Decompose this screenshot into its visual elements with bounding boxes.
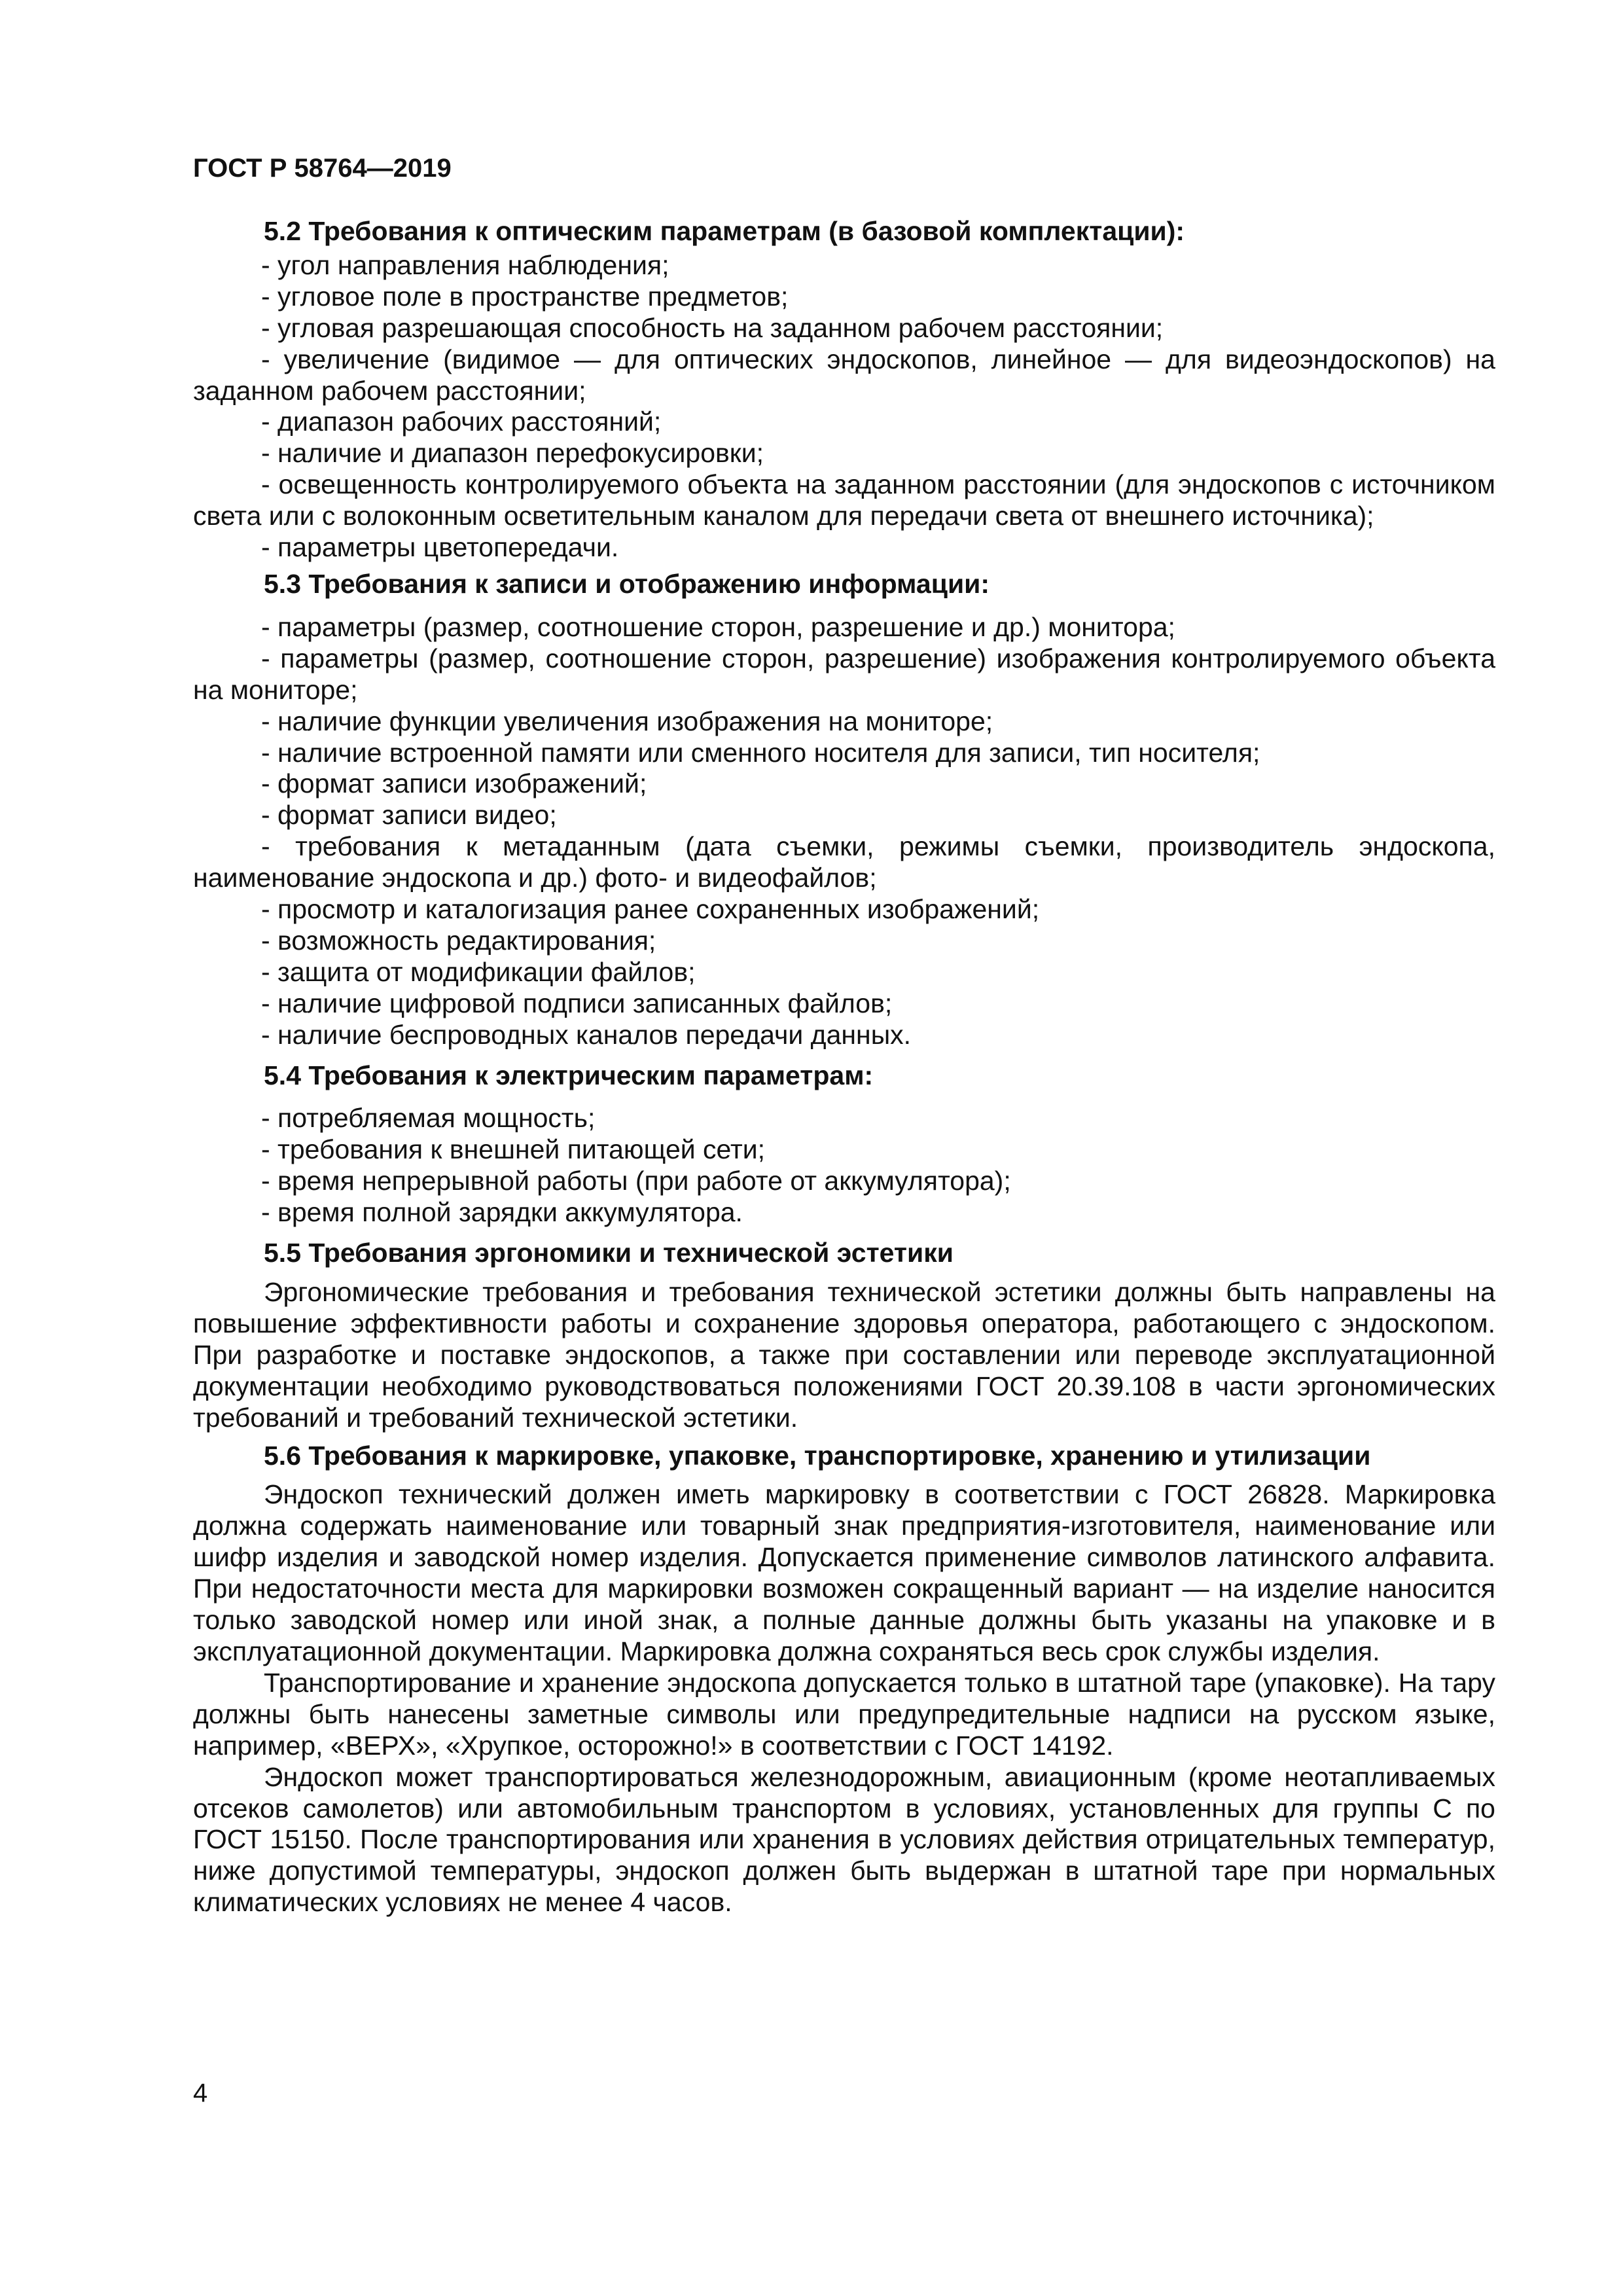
document-code-header: ГОСТ Р 58764—2019 xyxy=(193,154,452,183)
section-heading-5-5: 5.5 Требования эргономики и технической эстетики xyxy=(264,1238,954,1268)
page-content xyxy=(193,216,1495,1918)
list-item: - наличие цифровой подписи записанных файлов; xyxy=(261,988,893,1018)
section-5-4 xyxy=(193,1060,1495,1229)
list-item: - время непрерывной работы (при работе от аккумулятора); xyxy=(261,1166,1011,1196)
list-item: - возможность редактирования; xyxy=(261,925,656,956)
section-5-2 xyxy=(193,216,1495,564)
list-item: - формат записи видео; xyxy=(261,800,557,831)
list-item: - наличие функции увеличения изображения на мониторе; xyxy=(261,706,993,736)
section-heading-5-4: 5.4 Требования к электрическим параметрам: xyxy=(264,1060,874,1090)
list-item: - формат записи изображений; xyxy=(261,768,647,799)
list-item: - параметры (размер, соотношение сторон, разрешение и др.) монитора; xyxy=(261,611,1175,642)
list-item: - наличие и диапазон перефокусировки; xyxy=(261,438,764,469)
list-item: - угол направления наблюдения; xyxy=(261,249,669,280)
list-item: - параметры цветопередачи. xyxy=(261,532,619,563)
paragraph: Транспортирование и хранение эндоскопа допускается только в штатной таре (упаковке). На тару должны быть нанесены заметные символы или предупредительные надписи на русском языке, например, «ВЕРХ», «Хрупкое, осторожно!» в соответствии с ГОСТ 14192. xyxy=(193,1667,1495,1761)
list-item: - диапазон рабочих расстояний; xyxy=(261,406,662,437)
paragraph: Эндоскоп может транспортироваться железнодорожным, авиационным (кроме неотапливаемых отсеков самолетов) или автомобильным транспортом в условиях, установленных для группы С по ГОСТ 15150. После транспортирования или хранения в условиях действия отрицательных температур, ниже допустимой температуры, эндоскоп должен быть выдержан в штатной таре при нормальных климатических условиях не менее 4 часов. xyxy=(193,1761,1495,1918)
list-item: - наличие встроенной памяти или сменного носителя для записи, тип носителя; xyxy=(261,737,1260,768)
section-5-6 xyxy=(193,1441,1495,1919)
paragraph: Эргономические требования и требования технической эстетики должны быть направлены на повышение эффективности работы и сохранение здоровья оператора, работающего с эндоскопом. При разработке и поставке эндоскопов, а также при составлении или переводе эксплуатационной документации необходимо руководствоваться положениями ГОСТ 20.39.108 в части эргономических требований и требований технической эстетики. xyxy=(193,1277,1495,1433)
list-item: - угловая разрешающая способность на заданном рабочем расстоянии; xyxy=(261,312,1164,343)
paragraph: Эндоскоп технический должен иметь маркировку в соответствии с ГОСТ 26828. Маркировка должна содержать наименование или товарный знак предприятия-изготовителя, наименование или шифр изделия и заводской номер изделия. Допускается применение символов латинского алфавита. При недостаточности места для маркировки возможен сокращенный вариант — на изделие наносится только заводской номер или иной знак, а полные данные должны быть указаны на упаковке и в эксплуатационной документации. Маркировка должна сохраняться весь срок службы изделия. xyxy=(193,1479,1495,1666)
section-heading-5-3: 5.3 Требования к записи и отображению информации: xyxy=(264,568,990,599)
list-item: - угловое поле в пространстве предметов; xyxy=(261,281,789,312)
list-item: - наличие беспроводных каналов передачи данных. xyxy=(261,1019,912,1050)
section-5-3 xyxy=(193,569,1495,1051)
list-item: - потребляемая мощность; xyxy=(261,1103,596,1134)
list-item: - освещенность контролируемого объекта на заданном расстоянии (для эндоскопов с источником света или с волоконным осветительным каналом для передачи света от внешнего источника); xyxy=(193,469,1495,531)
list-item: - параметры (размер, соотношение сторон, разрешение) изображения контролируемого объекта на мониторе; xyxy=(193,643,1495,705)
list-item: - требования к внешней питающей сети; xyxy=(261,1134,766,1165)
list-item: - требования к метаданным (дата съемки, режимы съемки, производитель эндоскопа, наименование эндоскопа и др.) фото- и видеофайлов; xyxy=(193,831,1495,893)
section-5-5 xyxy=(193,1238,1495,1433)
list-item: - увеличение (видимое — для оптических эндоскопов, линейное — для видеоэндоскопов) на заданном рабочем расстоянии; xyxy=(193,344,1495,406)
section-heading-5-2: 5.2 Требования к оптическим параметрам (в базовой комплектации): xyxy=(264,216,1185,246)
list-item: - время полной зарядки аккумулятора. xyxy=(261,1197,743,1228)
section-heading-5-6: 5.6 Требования к маркировке, упаковке, транспортировке, хранению и утилизации xyxy=(264,1440,1371,1471)
list-item: - защита от модификации файлов; xyxy=(261,956,696,987)
list-item: - просмотр и каталогизация ранее сохраненных изображений; xyxy=(261,894,1040,925)
page-number: 4 xyxy=(193,2079,208,2108)
